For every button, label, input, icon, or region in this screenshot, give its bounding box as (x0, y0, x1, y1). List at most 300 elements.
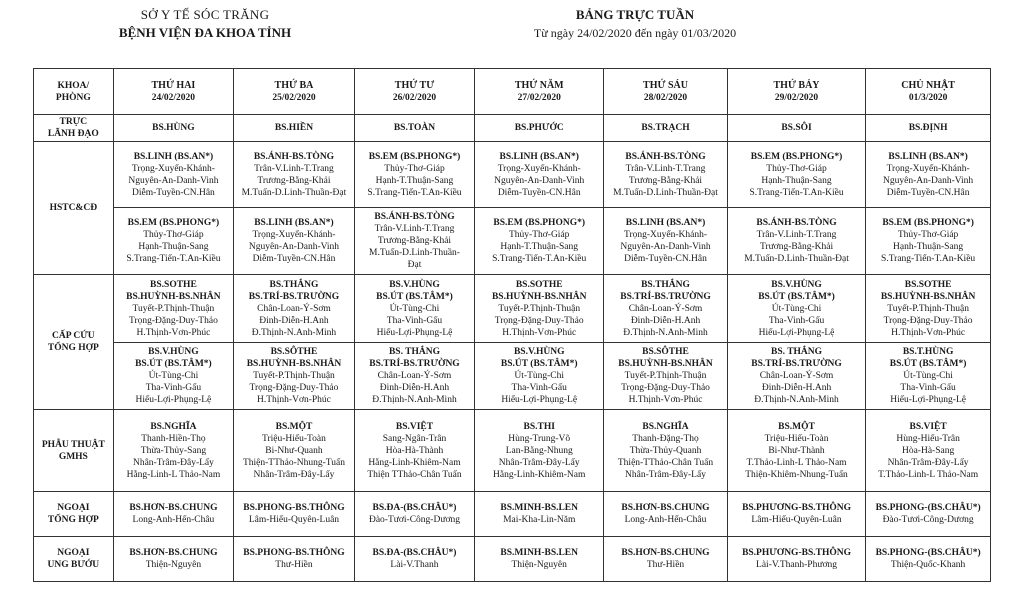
duty-cell (727, 142, 865, 208)
doctor-on-duty: BS.SÔTHE (642, 347, 689, 357)
staff-on-duty: Thư-Hiền (275, 560, 313, 570)
doctor-on-duty: BS.ÁNH-BS.TÒNG (374, 212, 455, 222)
doctor-on-duty: BS.T.HÙNG (902, 347, 954, 357)
doctor-on-duty: BS.ÚT (BS.TÂM*) (500, 359, 578, 369)
staff-on-duty: Thiện TThảo-Chân Tuấn (367, 469, 462, 480)
duty-cell (604, 142, 728, 208)
staff-on-duty: Trọng-Đặng-Duy-Thảo (129, 315, 218, 326)
doctor-on-duty: BS.TRÍ-BS.TRƯỜNG (620, 291, 711, 302)
department-name-line: TỔNG HỢP (47, 343, 99, 353)
doctor-on-duty: BS.V.HÙNG (513, 347, 565, 357)
leadership-label (34, 115, 114, 142)
doctor-on-duty: BS.EM (BS.PHONG*) (368, 151, 461, 162)
staff-on-duty: Hạnh-Thuận-Sang (138, 242, 209, 252)
staff-on-duty: Đ.Thịnh-N.Anh-Minh (372, 395, 457, 405)
doctor-on-duty: BS.PHONG-(BS.CHÂU*) (875, 503, 981, 513)
staff-on-duty: Diễm-Tuyền-CN.Hân (132, 187, 215, 198)
staff-on-duty: Trọng-Xuyến-Khánh- (886, 163, 970, 174)
leader-on-duty: BS.PHƯỚC (475, 115, 604, 142)
staff-on-duty: Đ.Thịnh-N.Anh-Minh (623, 327, 708, 338)
staff-on-duty: Hiếu-Lợi-Phụng-Lệ (890, 395, 966, 405)
leader-on-duty: BS.TOÀN (354, 115, 475, 142)
doctor-on-duty: BS. THẮNG (388, 347, 440, 357)
staff-on-duty: Nguyên-An-Danh-Vinh (883, 175, 974, 186)
staff-on-duty: Nguyên-An-Danh-Vinh (248, 242, 340, 252)
staff-on-duty: Trọng-Đặng-Duy-Thảo (494, 315, 584, 326)
department-name (34, 142, 114, 275)
day-header (113, 69, 234, 115)
staff-on-duty: Hòa-Hà-Sang (901, 445, 955, 456)
department-name-line: UNG BƯỚU (47, 560, 100, 570)
day-name: THỨ BẢY (773, 79, 820, 91)
staff-on-duty: Sang-Ngân-Trân (382, 433, 447, 444)
staff-on-duty: Trương-Bằng-Khải (377, 236, 452, 246)
staff-on-duty: Trương-Bằng-Khải (257, 175, 331, 186)
duty-cell (866, 275, 991, 343)
staff-on-duty: Hằng-Linh-Khiêm-Nam (368, 457, 461, 468)
duty-cell (866, 410, 991, 492)
staff-on-duty: Trương-Bằng-Khải (628, 175, 703, 186)
duty-cell (475, 275, 604, 343)
staff-on-duty: Đào-Tươi-Công-Dương (882, 515, 974, 525)
staff-on-duty: Long-Anh-Hến-Châu (624, 515, 707, 525)
duty-cell (866, 537, 991, 582)
doctor-on-duty: BS.NGHĨA (150, 421, 197, 432)
staff-on-duty: Trọng-Xuyến-Khánh- (623, 230, 708, 240)
doctor-on-duty: BS.PHƯƠNG-BS.THÔNG (742, 503, 851, 513)
staff-on-duty: Trọng-Đặng-Duy-Thảo (883, 315, 973, 326)
department-row (34, 410, 991, 492)
staff-on-duty: T.Thảo-Linh-L Thảo-Nam (746, 457, 847, 468)
doctor-on-duty: BS.HUỲNH-BS.NHÂN (880, 291, 976, 302)
department-name-line: NGOẠI (57, 503, 90, 513)
day-header (234, 69, 355, 115)
staff-on-duty: Út-Tùng-Chi (771, 303, 822, 314)
staff-on-duty: S.Trang-Tiến-T.An-Kiều (492, 254, 587, 264)
staff-on-duty: Trân-V.Linh-T.Trang (756, 230, 837, 240)
day-name: THỨ TƯ (394, 79, 435, 91)
doctor-on-duty: BS.V.HÙNG (771, 279, 822, 290)
leader-on-duty: BS.ĐỊNH (866, 115, 991, 142)
staff-on-duty: Hạnh-T.Thuận-Sang (500, 242, 579, 252)
day-name: CHỦ NHẬT (901, 79, 955, 91)
day-date: 28/02/2020 (643, 92, 688, 103)
department-name (34, 410, 114, 492)
staff-on-duty: M.Tuấn-D.Linh-Thuần- (369, 248, 460, 258)
doctor-on-duty: BS.HƠN-BS.CHUNG (129, 548, 218, 558)
staff-on-duty: Hiếu-Lợi-Phụng-Lệ (501, 395, 578, 405)
duty-cell (727, 492, 865, 537)
document-title-block (400, 6, 870, 42)
staff-on-duty: Nguyên-An-Danh-Vinh (128, 175, 219, 186)
doctor-on-duty: BS.PHONG-BS.THÔNG (243, 548, 345, 558)
staff-on-duty: Thanh-Đặng-Thọ (632, 433, 699, 444)
doctor-on-duty: BS.NGHĨA (642, 421, 689, 432)
doctor-on-duty: BS.MINH-BS.LEN (500, 503, 579, 513)
staff-on-duty: Út-Tùng-Chi (903, 371, 953, 381)
date-range: Từ ngày 24/02/2020 đến ngày 01/03/2020 (533, 26, 737, 40)
staff-on-duty: Út-Tùng-Chi (389, 303, 440, 314)
staff-on-duty: Nhân-Trâm-Đây-Lấy (253, 469, 335, 480)
staff-on-duty: Tuyết-P.Thịnh-Thuận (132, 303, 215, 314)
department-column-header-line: PHÒNG (55, 92, 91, 103)
duty-cell (354, 343, 475, 410)
duty-cell (604, 537, 728, 582)
department-column-header (34, 69, 114, 115)
staff-on-duty: Trân-V.Linh-T.Trang (374, 224, 455, 234)
staff-on-duty: H.Thịnh-Vơn-Phúc (891, 327, 966, 338)
duty-roster-table (33, 68, 991, 582)
doctor-on-duty: BS.EM (BS.PHONG*) (127, 218, 220, 228)
doctor-on-duty: BS.ÚT (BS.TÂM*) (758, 291, 835, 302)
staff-on-duty: Tha-Vinh-Gấu (768, 315, 825, 326)
staff-on-duty: Trân-V.Linh-T.Trang (254, 163, 334, 174)
doctor-on-duty: BS.TRÍ-BS.TRƯỜNG (248, 291, 340, 302)
day-header (604, 69, 728, 115)
staff-on-duty: T.Thảo-Linh-L Thảo-Nam (878, 469, 979, 480)
staff-on-duty: Đinh-Diễn-H.Anh (379, 383, 450, 393)
doctor-on-duty: BS.HUỲNH-BS.NHÂN (126, 291, 221, 302)
doctor-on-duty: BS.ÁNH-BS.TÒNG (253, 151, 335, 162)
duty-cell (234, 492, 355, 537)
staff-on-duty: Nguyên-An-Danh-Vinh (620, 242, 711, 252)
staff-on-duty: Đ.Thịnh-N.Anh-Minh (754, 395, 839, 405)
staff-on-duty: Chân-Loan-Ý-Sơm (377, 371, 452, 381)
doctor-on-duty: BS.LINH (BS.AN*) (254, 218, 334, 228)
duty-cell (234, 208, 355, 275)
duty-cell (866, 208, 991, 275)
doctor-on-duty: BS.THI (523, 421, 555, 432)
staff-on-duty: Hạnh-T.Thuận-Sang (375, 175, 454, 186)
leader-on-duty: BS.TRẠCH (604, 115, 728, 142)
department-row (34, 142, 991, 208)
day-date: 29/02/2020 (774, 92, 819, 103)
leader-on-duty: BS.SÔI (727, 115, 865, 142)
hospital-header (60, 6, 350, 42)
staff-on-duty: Thiện-Nguyên (145, 560, 202, 570)
staff-on-duty: Thiện-Nguyên (511, 560, 567, 570)
duty-cell (113, 537, 234, 582)
leader-on-duty: BS.HÙNG (113, 115, 234, 142)
department-name (34, 492, 114, 537)
doctor-on-duty: BS.THẮNG (269, 279, 319, 290)
day-date: 26/02/2020 (392, 92, 437, 103)
leadership-label-line: TRỰC (59, 117, 88, 127)
duty-cell (234, 275, 355, 343)
staff-on-duty: Triệu-Hiếu-Toàn (262, 433, 326, 444)
doctor-on-duty: BS.VIỆT (909, 421, 947, 432)
staff-on-duty: Trương-Bằng-Khải (759, 242, 834, 252)
doctor-on-duty: BS.SOTHE (150, 279, 197, 290)
duty-cell (604, 208, 728, 275)
staff-on-duty: Lài-V.Thanh-Phương (756, 560, 838, 570)
doctor-on-duty: BS.MỘT (275, 421, 313, 432)
duty-cell (475, 142, 604, 208)
staff-on-duty: Út-Tùng-Chi (148, 371, 199, 381)
staff-on-duty: Tha-Vinh-Gấu (145, 383, 202, 393)
staff-on-duty: Bi-Như-Thành (768, 445, 825, 456)
duty-cell (604, 275, 728, 343)
day-header (475, 69, 604, 115)
doctor-on-duty: BS.V.HÙNG (389, 279, 440, 290)
duty-cell (866, 492, 991, 537)
duty-cell (234, 343, 355, 410)
staff-on-duty: H.Thịnh-Vơn-Phúc (257, 395, 331, 405)
department-name-line: CẤP CỨU (51, 331, 95, 341)
duty-cell (727, 410, 865, 492)
department-row (34, 343, 991, 410)
day-date: 25/02/2020 (272, 92, 316, 103)
day-name: THỨ SÁU (643, 79, 688, 91)
doctor-on-duty: BS.TRÍ-BS.TRƯỜNG (369, 359, 460, 369)
doctor-on-duty: BS.THẮNG (641, 279, 690, 290)
doctor-on-duty: BS.LINH (BS.AN*) (888, 151, 968, 162)
staff-on-duty: Chân-Loan-Ý-Sơm (759, 371, 834, 381)
doctor-on-duty: BS.EM (BS.PHONG*) (882, 218, 974, 228)
staff-on-duty: Trọng-Đặng-Duy-Thảo (249, 383, 339, 393)
staff-on-duty: Thiện-Khiêm-Nhung-Tuấn (745, 469, 848, 480)
staff-on-duty: Hằng-Linh-Khiêm-Nam (493, 469, 586, 480)
duty-cell (475, 537, 604, 582)
staff-on-duty: Hiếu-Lợi-Phụng-Lệ (376, 327, 453, 338)
doctor-on-duty: BS.PHƯƠNG-BS.THÔNG (742, 548, 851, 558)
doctor-on-duty: BS.HUỲNH-BS.NHÂN (246, 359, 342, 369)
staff-on-duty: Thủy-Thơ-Giáp (766, 163, 827, 174)
duty-cell (113, 343, 234, 410)
staff-on-duty: Nhân-Trâm-Đây-Lấy (625, 469, 706, 480)
doctor-on-duty: BS.TRÍ-BS.TRƯỜNG (751, 359, 842, 369)
staff-on-duty: Tuyết-P.Thịnh-Thuận (498, 303, 581, 314)
staff-on-duty: Bi-Như-Quanh (265, 445, 323, 456)
duty-cell (727, 275, 865, 343)
day-header (727, 69, 865, 115)
staff-on-duty: Thừa-Thủy-Sang (140, 445, 207, 456)
staff-on-duty: M.Tuấn-D.Linh-Thuần-Đạt (613, 187, 718, 198)
staff-on-duty: Diễm-Tuyền-CN.Hân (624, 254, 707, 264)
staff-on-duty: H.Thịnh-Vơn-Phúc (136, 327, 211, 338)
doctor-on-duty: BS.HƠN-BS.CHUNG (621, 503, 710, 513)
staff-on-duty: S.Trang-Tiến-T.An-Kiều (367, 187, 462, 198)
staff-on-duty: Lan-Bằng-Nhung (505, 445, 573, 456)
staff-on-duty: Hùng-Trung-Võ (508, 433, 571, 444)
staff-on-duty: Đạt (407, 260, 422, 270)
doctor-on-duty: BS.ĐA-(BS.CHÂU*) (372, 503, 457, 513)
staff-on-duty: Hạnh-Thuận-Sang (761, 175, 832, 186)
doctor-on-duty: BS.LINH (BS.AN*) (625, 218, 706, 228)
day-name: THỨ HAI (151, 79, 196, 91)
duty-cell (113, 142, 234, 208)
staff-on-duty: Trọng-Xuyến-Khánh- (131, 163, 215, 174)
staff-on-duty: Thừa-Thủy-Quanh (629, 445, 702, 456)
duty-cell (475, 208, 604, 275)
duty-cell (475, 410, 604, 492)
doctor-on-duty: BS.SOTHE (515, 279, 563, 290)
department-row (34, 492, 991, 537)
day-date: 27/02/2020 (517, 92, 561, 103)
staff-on-duty: Long-Anh-Hến-Châu (132, 515, 215, 525)
department-name (34, 275, 114, 410)
duty-cell (354, 208, 475, 275)
day-date: 24/02/2020 (151, 92, 196, 103)
staff-on-duty: Nhân-Trâm-Đây-Lấy (132, 457, 214, 468)
staff-on-duty: Đào-Tươi-Công-Dương (368, 515, 461, 525)
staff-on-duty: Đinh-Diễn-H.Anh (761, 383, 832, 393)
doctor-on-duty: BS.ÁNH-BS.TÒNG (625, 151, 706, 162)
staff-on-duty: Diễm-Tuyền-CN.Hân (886, 187, 970, 198)
staff-on-duty: S.Trang-Tiến-T.An-Kiều (126, 254, 221, 264)
day-date: 01/3/2020 (908, 92, 948, 103)
duty-cell (354, 537, 475, 582)
staff-on-duty: Diễm-Tuyền-CN.Hân (252, 254, 336, 264)
department-row (34, 275, 991, 343)
doctor-on-duty: BS.EM (BS.PHONG*) (493, 218, 585, 228)
department-column-header-line: KHOA/ (57, 80, 90, 91)
doctor-on-duty: BS.HUỲNH-BS.NHÂN (618, 359, 713, 369)
staff-on-duty: Tuyết-P.Thịnh-Thuận (624, 371, 707, 381)
doctor-on-duty: BS.VIỆT (395, 421, 434, 432)
staff-on-duty: Nhân-Trâm-Đây-Lấy (498, 457, 580, 468)
department-name (34, 537, 114, 582)
doctor-on-duty: BS.LINH (BS.AN*) (499, 151, 579, 162)
department-name-line: NGOẠI (57, 548, 90, 558)
staff-on-duty: Hạnh-Thuận-Sang (893, 242, 964, 252)
staff-on-duty: Trọng-Xuyến-Khánh- (252, 230, 336, 240)
duty-cell (475, 343, 604, 410)
duty-cell (113, 492, 234, 537)
staff-on-duty: Diễm-Tuyền-CN.Hân (497, 187, 581, 198)
doctor-on-duty: BS.PHONG-BS.THÔNG (243, 503, 345, 513)
staff-on-duty: Thủy-Thơ-Giáp (384, 163, 445, 174)
staff-on-duty: Thủy-Thơ-Giáp (508, 230, 570, 240)
duty-cell (727, 343, 865, 410)
staff-on-duty: Chân-Loan-Ý-Sơm (257, 303, 331, 314)
doctor-on-duty: BS.LINH (BS.AN*) (133, 151, 214, 162)
staff-on-duty: Hiếu-Lợi-Phụng-Lệ (135, 395, 212, 405)
header-row (34, 69, 991, 115)
day-name: THỨ NĂM (514, 79, 564, 91)
duty-cell (866, 142, 991, 208)
duty-cell (354, 275, 475, 343)
staff-on-duty: Tuyết-P.Thịnh-Thuận (887, 303, 969, 314)
staff-on-duty: Nguyên-An-Danh-Vinh (494, 175, 585, 186)
doctor-on-duty: BS.EM (BS.PHONG*) (750, 151, 843, 162)
staff-on-duty: S.Trang-Tiến-T.An-Kiều (749, 187, 844, 198)
department-of-health-name: SỞ Y TẾ SÓC TRĂNG (140, 7, 270, 22)
staff-on-duty: Thư-Hiền (646, 560, 685, 570)
staff-on-duty: Tha-Vinh-Gấu (386, 315, 443, 326)
doctor-on-duty: BS.MINH-BS.LEN (500, 548, 579, 558)
staff-on-duty: Hùng-Hiếu-Trân (896, 433, 960, 444)
duty-cell (604, 343, 728, 410)
staff-on-duty: Út-Tùng-Chi (514, 371, 565, 381)
duty-cell (866, 343, 991, 410)
staff-on-duty: Thiện-TThảo-Nhung-Tuấn (242, 457, 345, 468)
duty-cell (234, 537, 355, 582)
duty-cell (354, 410, 475, 492)
doctor-on-duty: BS.ÚT (BS.TÂM*) (889, 359, 967, 369)
staff-on-duty: Lâm-Hiếu-Quyên-Luân (751, 515, 842, 525)
staff-on-duty: Tha-Vinh-Gấu (900, 383, 956, 393)
staff-on-duty: H.Thịnh-Vơn-Phúc (628, 395, 703, 405)
duty-cell (727, 537, 865, 582)
staff-on-duty: Thiện-TThảo-Chân Tuấn (617, 457, 714, 468)
duty-cell (113, 275, 234, 343)
staff-on-duty: Thủy-Thơ-Giáp (143, 230, 204, 240)
staff-on-duty: Mai-Kha-Lìn-Năm (503, 515, 576, 525)
duty-cell (475, 492, 604, 537)
staff-on-duty: Trọng-Xuyến-Khánh- (497, 163, 581, 174)
duty-cell (354, 492, 475, 537)
staff-on-duty: Thủy-Thơ-Giáp (897, 230, 959, 240)
staff-on-duty: S.Trang-Tiến-T.An-Kiều (881, 254, 976, 264)
staff-on-duty: Đinh-Diễn-H.Anh (630, 315, 701, 326)
leadership-label-line: LÃNH ĐẠO (47, 129, 99, 139)
staff-on-duty: M.Tuấn-D.Linh-Thuần-Đạt (744, 254, 849, 264)
document-title: BẢNG TRỰC TUẦN (575, 7, 695, 22)
doctor-on-duty: BS.HƠN-BS.CHUNG (129, 503, 218, 513)
staff-on-duty: Đ.Thịnh-N.Anh-Minh (251, 327, 337, 338)
staff-on-duty: Triệu-Hiếu-Toàn (764, 433, 829, 444)
duty-cell (113, 208, 234, 275)
staff-on-duty: Hằng-Linh-L Thảo-Nam (126, 469, 221, 480)
doctor-on-duty: BS.ÁNH-BS.TÒNG (756, 218, 837, 228)
doctor-on-duty: BS.HƠN-BS.CHUNG (621, 548, 710, 558)
duty-cell (354, 142, 475, 208)
department-name-line: TỔNG HỢP (47, 515, 99, 525)
staff-on-duty: Thanh-Hiền-Thọ (141, 433, 206, 444)
doctor-on-duty: BS.PHONG-(BS.CHÂU*) (875, 548, 981, 558)
department-row (34, 208, 991, 275)
duty-cell (727, 208, 865, 275)
staff-on-duty: Tuyết-P.Thịnh-Thuận (253, 371, 335, 381)
department-name-line: GMHS (58, 451, 88, 462)
staff-on-duty: Tha-Vinh-Gấu (511, 383, 567, 393)
staff-on-duty: M.Tuấn-D.Linh-Thuần-Đạt (241, 187, 347, 198)
department-name-line: PHẪU THUẬT (41, 439, 105, 450)
staff-on-duty: Lâm-Hiếu-Quyên-Luân (248, 515, 340, 525)
staff-on-duty: Đinh-Diễn-H.Anh (259, 315, 329, 326)
day-header (354, 69, 475, 115)
doctor-on-duty: BS.SÔTHE (270, 347, 318, 357)
leadership-row (34, 115, 991, 142)
doctor-on-duty: BS.V.HÙNG (148, 347, 199, 357)
department-row (34, 537, 991, 582)
hospital-name: BỆNH VIỆN ĐA KHOA TỈNH (118, 25, 292, 40)
day-header (866, 69, 991, 115)
staff-on-duty: Thiện-Quốc-Khanh (890, 560, 966, 570)
duty-cell (113, 410, 234, 492)
staff-on-duty: Chân-Loan-Ý-Sơm (628, 303, 703, 314)
duty-cell (234, 410, 355, 492)
staff-on-duty: Trọng-Đặng-Duy-Thảo (621, 383, 710, 393)
duty-cell (604, 410, 728, 492)
doctor-on-duty: BS.HUỲNH-BS.NHÂN (491, 291, 587, 302)
doctor-on-duty: BS. THẮNG (771, 347, 823, 357)
doctor-on-duty: BS.ĐA-(BS.CHÂU*) (372, 548, 457, 558)
staff-on-duty: Hiếu-Lợi-Phụng-Lệ (758, 327, 835, 338)
department-name-line: HSTC&CĐ (49, 203, 98, 213)
doctor-on-duty: BS.ÚT (BS.TÂM*) (135, 359, 212, 369)
doctor-on-duty: BS.MỘT (778, 421, 815, 432)
day-name: THỨ BA (274, 79, 314, 91)
staff-on-duty: Nhân-Trâm-Đây-Lấy (887, 457, 969, 468)
duty-cell (604, 492, 728, 537)
staff-on-duty: Hòa-Hà-Thành (385, 445, 444, 456)
staff-on-duty: Lài-V.Thanh (390, 560, 439, 570)
doctor-on-duty: BS.ÚT (BS.TÂM*) (376, 291, 453, 302)
staff-on-duty: H.Thịnh-Vơn-Phúc (502, 327, 577, 338)
leader-on-duty: BS.HIỀN (234, 115, 355, 142)
